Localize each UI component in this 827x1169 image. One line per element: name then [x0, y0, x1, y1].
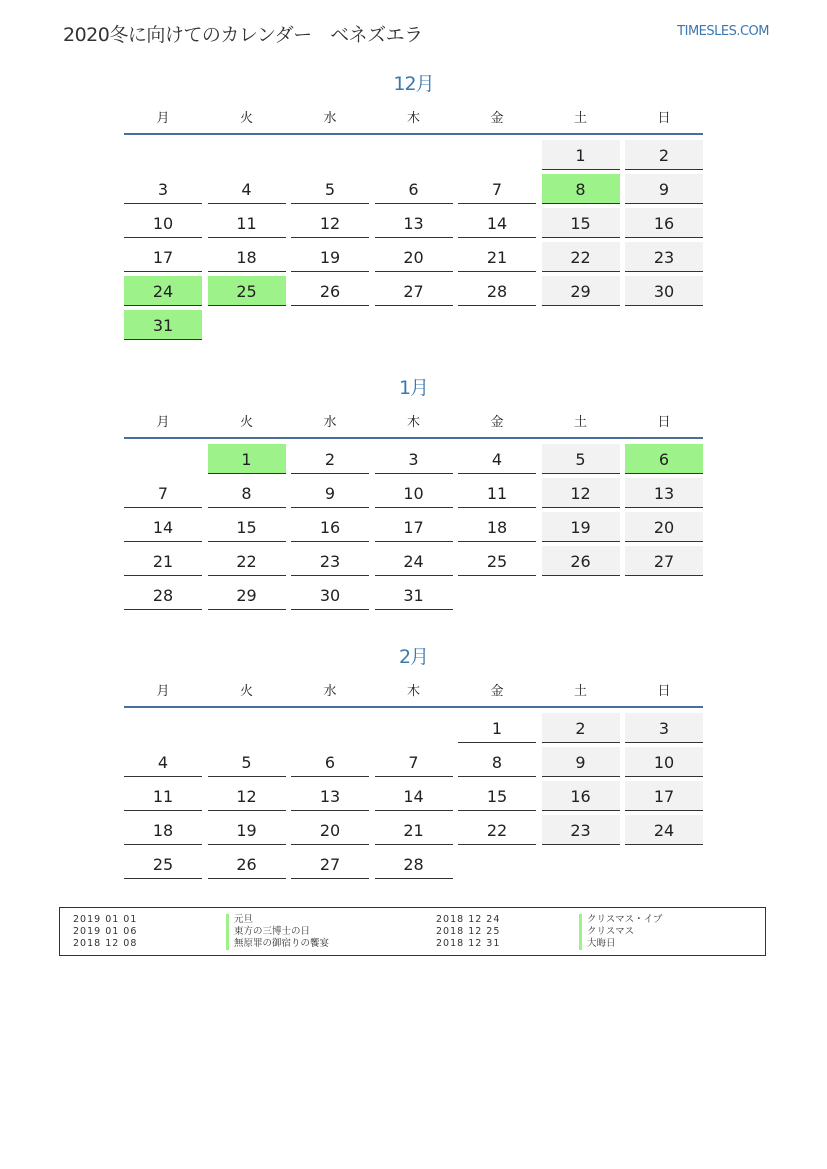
weekday-label: 土	[573, 683, 587, 699]
day-cell: 9	[542, 747, 620, 777]
day-cell: 13	[291, 781, 369, 811]
day-cell: 5	[291, 174, 369, 204]
weekday-label: 金	[490, 110, 504, 126]
header-divider	[124, 706, 703, 708]
weekday-header	[124, 99, 703, 133]
day-cell: 26	[542, 546, 620, 576]
empty-day-cell	[625, 580, 703, 610]
day-cell: 4	[124, 747, 202, 777]
day-cell: 21	[375, 815, 453, 845]
weekday-label: 日	[657, 683, 671, 699]
legend-date: 2018 12 31	[436, 938, 501, 949]
day-cell: 3	[124, 174, 202, 204]
day-cell: 15	[542, 208, 620, 238]
legend-holiday-name: 無原罪の御宿りの饗宴	[226, 938, 329, 950]
weekday-label: 月	[156, 110, 170, 126]
day-cell: 6	[291, 747, 369, 777]
day-cell: 17	[124, 242, 202, 272]
month-title: 2月	[398, 646, 429, 668]
day-cell: 20	[375, 242, 453, 272]
day-cell: 27	[291, 849, 369, 879]
day-cell: 27	[375, 276, 453, 306]
legend-holiday-name: クリスマス	[579, 926, 634, 938]
empty-day-cell	[625, 849, 703, 879]
month-february	[124, 642, 703, 879]
day-cell: 26	[291, 276, 369, 306]
day-cell: 6	[375, 174, 453, 204]
day-cell: 19	[291, 242, 369, 272]
day-cell: 31	[375, 580, 453, 610]
empty-day-cell	[291, 713, 369, 743]
day-cell: 13	[625, 478, 703, 508]
day-cell: 9	[625, 174, 703, 204]
empty-day-cell	[375, 140, 453, 170]
weekday-label: 水	[323, 683, 337, 699]
day-cell: 28	[124, 580, 202, 610]
day-cell: 8	[458, 747, 536, 777]
legend-date: 2018 12 24	[436, 914, 501, 925]
day-cell: 23	[625, 242, 703, 272]
weekday-label: 金	[490, 414, 504, 430]
empty-day-cell	[208, 140, 286, 170]
day-cell: 16	[291, 512, 369, 542]
header-divider	[124, 437, 703, 439]
day-grid	[124, 444, 703, 610]
day-cell: 7	[375, 747, 453, 777]
day-cell: 18	[208, 242, 286, 272]
page-title: 2020冬に向けてのカレンダー ベネズエラ	[63, 24, 423, 46]
empty-day-cell	[542, 310, 620, 340]
weekday-label: 木	[406, 683, 420, 699]
day-cell: 8	[208, 478, 286, 508]
day-cell: 16	[542, 781, 620, 811]
day-cell: 18	[458, 512, 536, 542]
day-cell: 11	[208, 208, 286, 238]
day-cell: 24	[124, 276, 202, 306]
day-cell: 24	[375, 546, 453, 576]
month-title: 1月	[398, 377, 429, 399]
day-cell: 21	[124, 546, 202, 576]
day-cell: 22	[458, 815, 536, 845]
day-cell: 11	[124, 781, 202, 811]
day-cell: 17	[625, 781, 703, 811]
day-cell: 4	[208, 174, 286, 204]
day-cell: 8	[542, 174, 620, 204]
weekday-label: 火	[239, 683, 253, 699]
legend-date: 2019 01 01	[73, 914, 138, 925]
day-cell: 11	[458, 478, 536, 508]
day-cell: 3	[625, 713, 703, 743]
day-cell: 6	[625, 444, 703, 474]
day-cell: 21	[458, 242, 536, 272]
day-cell: 19	[208, 815, 286, 845]
day-cell: 26	[208, 849, 286, 879]
day-cell: 19	[542, 512, 620, 542]
weekday-label: 火	[239, 414, 253, 430]
day-cell: 24	[625, 815, 703, 845]
empty-day-cell	[458, 849, 536, 879]
day-grid	[124, 140, 703, 340]
month-title: 12月	[393, 73, 434, 95]
day-cell: 10	[124, 208, 202, 238]
legend-holiday-name: 東方の三博士の日	[226, 926, 310, 938]
empty-day-cell	[124, 444, 202, 474]
day-cell: 4	[458, 444, 536, 474]
holiday-legend	[59, 907, 766, 956]
header-divider	[124, 133, 703, 135]
day-cell: 2	[542, 713, 620, 743]
day-cell: 7	[458, 174, 536, 204]
weekday-label: 木	[406, 414, 420, 430]
day-cell: 31	[124, 310, 202, 340]
day-cell: 16	[625, 208, 703, 238]
day-cell: 28	[458, 276, 536, 306]
day-cell: 2	[291, 444, 369, 474]
day-cell: 20	[291, 815, 369, 845]
day-cell: 22	[208, 546, 286, 576]
legend-date: 2019 01 06	[73, 926, 138, 937]
weekday-header	[124, 403, 703, 437]
day-cell: 14	[124, 512, 202, 542]
day-cell: 25	[124, 849, 202, 879]
month-january	[124, 373, 703, 610]
day-grid	[124, 713, 703, 879]
day-cell: 29	[208, 580, 286, 610]
month-december	[124, 69, 703, 340]
day-cell: 15	[208, 512, 286, 542]
day-cell: 12	[291, 208, 369, 238]
legend-holiday-name: 大晦日	[579, 938, 616, 950]
empty-day-cell	[208, 713, 286, 743]
day-cell: 10	[625, 747, 703, 777]
day-cell: 30	[625, 276, 703, 306]
empty-day-cell	[625, 310, 703, 340]
day-cell: 1	[542, 140, 620, 170]
day-cell: 7	[124, 478, 202, 508]
weekday-label: 水	[323, 110, 337, 126]
empty-day-cell	[375, 310, 453, 340]
empty-day-cell	[124, 140, 202, 170]
weekday-label: 水	[323, 414, 337, 430]
legend-holiday-name: クリスマス・イブ	[579, 914, 662, 926]
day-cell: 12	[208, 781, 286, 811]
legend-holiday-name: 元旦	[226, 914, 253, 926]
weekday-label: 月	[156, 683, 170, 699]
day-cell: 2	[625, 140, 703, 170]
day-cell: 23	[291, 546, 369, 576]
day-cell: 5	[542, 444, 620, 474]
day-cell: 18	[124, 815, 202, 845]
weekday-label: 日	[657, 110, 671, 126]
day-cell: 30	[291, 580, 369, 610]
day-cell: 15	[458, 781, 536, 811]
day-cell: 25	[458, 546, 536, 576]
day-cell: 9	[291, 478, 369, 508]
weekday-label: 土	[573, 110, 587, 126]
weekday-label: 金	[490, 683, 504, 699]
day-cell: 27	[625, 546, 703, 576]
day-cell: 10	[375, 478, 453, 508]
day-cell: 25	[208, 276, 286, 306]
day-cell: 17	[375, 512, 453, 542]
empty-day-cell	[458, 580, 536, 610]
empty-day-cell	[124, 713, 202, 743]
legend-date: 2018 12 25	[436, 926, 501, 937]
empty-day-cell	[458, 310, 536, 340]
weekday-label: 木	[406, 110, 420, 126]
day-cell: 14	[458, 208, 536, 238]
empty-day-cell	[375, 713, 453, 743]
day-cell: 1	[458, 713, 536, 743]
day-cell: 5	[208, 747, 286, 777]
day-cell: 12	[542, 478, 620, 508]
day-cell: 20	[625, 512, 703, 542]
empty-day-cell	[542, 580, 620, 610]
day-cell: 14	[375, 781, 453, 811]
day-cell: 13	[375, 208, 453, 238]
empty-day-cell	[291, 310, 369, 340]
day-cell: 28	[375, 849, 453, 879]
empty-day-cell	[291, 140, 369, 170]
weekday-label: 日	[657, 414, 671, 430]
empty-day-cell	[458, 140, 536, 170]
day-cell: 3	[375, 444, 453, 474]
weekday-label: 土	[573, 414, 587, 430]
day-cell: 23	[542, 815, 620, 845]
day-cell: 29	[542, 276, 620, 306]
weekday-header	[124, 672, 703, 706]
weekday-label: 月	[156, 414, 170, 430]
legend-date: 2018 12 08	[73, 938, 138, 949]
empty-day-cell	[542, 849, 620, 879]
day-cell: 22	[542, 242, 620, 272]
empty-day-cell	[208, 310, 286, 340]
brand-link[interactable]: TIMESLES.COM	[677, 24, 769, 39]
weekday-label: 火	[239, 110, 253, 126]
day-cell: 1	[208, 444, 286, 474]
